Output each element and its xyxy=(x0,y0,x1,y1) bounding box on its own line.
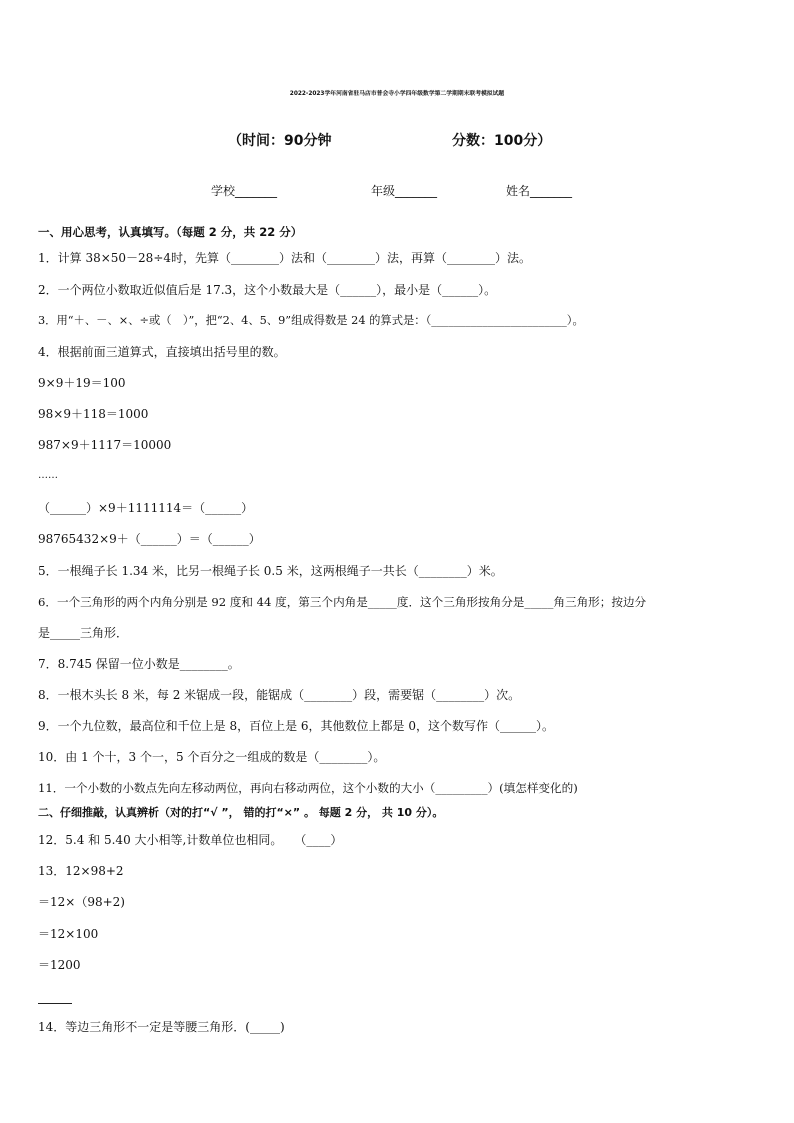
question-9: 9．一个九位数，最高位和千位上是 8，百位上是 6，其他数位上都是 0，这个数写作（______）。 xyxy=(38,719,554,733)
question-6-continued: 是_____三角形． xyxy=(38,626,129,640)
exam-score: 分数：100分） xyxy=(452,133,552,149)
question-7: 7．8.745 保留一位小数是________。 xyxy=(38,657,240,671)
name-field: 姓名_______ xyxy=(506,184,573,198)
question-6: 6．一个三角形的两个内角分别是 92 度和 44 度，第三个内角是_____度．这个三角形按角分是_____角三角形；按边分 xyxy=(38,595,647,609)
grade-field: 年级_______ xyxy=(371,184,438,198)
question-4-blank-1: （______）×9＋1111114＝（______） xyxy=(38,501,254,515)
section-2-heading: 二、仔细推敲，认真辨析（对的打“√ ”， 错的打“×” 。 每题 2 分， 共 10 分）。 xyxy=(38,806,444,819)
question-8: 8．一根木头长 8 米，每 2 米锯成一段，能锯成（________）段，需要锯（________）次。 xyxy=(38,688,521,702)
question-1: 1．计算 38×50－28÷4时，先算（________）法和（________）法，再算（________）法。 xyxy=(38,251,532,265)
question-11: 11．一个小数的小数点先向左移动两位，再向右移动两位，这个小数的大小（_________）(填怎样变化的) xyxy=(38,781,578,795)
question-13-step-3: ＝1200 xyxy=(38,958,81,972)
question-5: 5．一根绳子长 1.34 米，比另一根绳子长 0.5 米，这两根绳子一共长（________）米。 xyxy=(38,564,503,578)
question-3: 3．用“＋、－、×、÷或（ ）”，把“2、4、5、9”组成得数是 24 的算式是：（________________________）。 xyxy=(38,314,584,327)
exam-time: （时间：90分钟 xyxy=(228,133,332,149)
question-4-blank-2: 98765432×9＋（______）＝（______） xyxy=(38,532,261,546)
question-14: 14．等边三角形不一定是等腰三角形．(_____) xyxy=(38,1020,285,1034)
question-13-step-2: ＝12×100 xyxy=(38,927,99,941)
question-10: 10．由 1 个十，3 个一，5 个百分之一组成的数是（________）。 xyxy=(38,750,386,764)
school-field: 学校_______ xyxy=(211,184,278,198)
section-1-heading: 一、用心思考，认真填写。（每题 2 分，共 22 分） xyxy=(38,225,303,239)
question-4-equation-1: 9×9＋19＝100 xyxy=(38,376,126,390)
question-13-step-1: ＝12×（98+2) xyxy=(38,895,125,909)
question-4: 4．根据前面三道算式，直接填出括号里的数。 xyxy=(38,345,286,359)
question-13-answer-line xyxy=(38,1003,72,1004)
question-12: 12．5.4 和 5.40 大小相等,计数单位也相同。 （____） xyxy=(38,833,343,847)
question-4-equation-2: 98×9＋118＝1000 xyxy=(38,407,149,421)
question-4-ellipsis: …… xyxy=(38,470,58,481)
question-2: 2．一个两位小数取近似值后是 17.3，这个小数最大是（______），最小是（______）。 xyxy=(38,283,497,297)
exam-title: 2022-2023学年河南省驻马店市普会寺小学四年级数学第二学期期末联考模拟试题 xyxy=(289,91,505,97)
question-13: 13．12×98+2 xyxy=(38,864,124,878)
question-4-equation-3: 987×9＋1117＝10000 xyxy=(38,438,172,452)
